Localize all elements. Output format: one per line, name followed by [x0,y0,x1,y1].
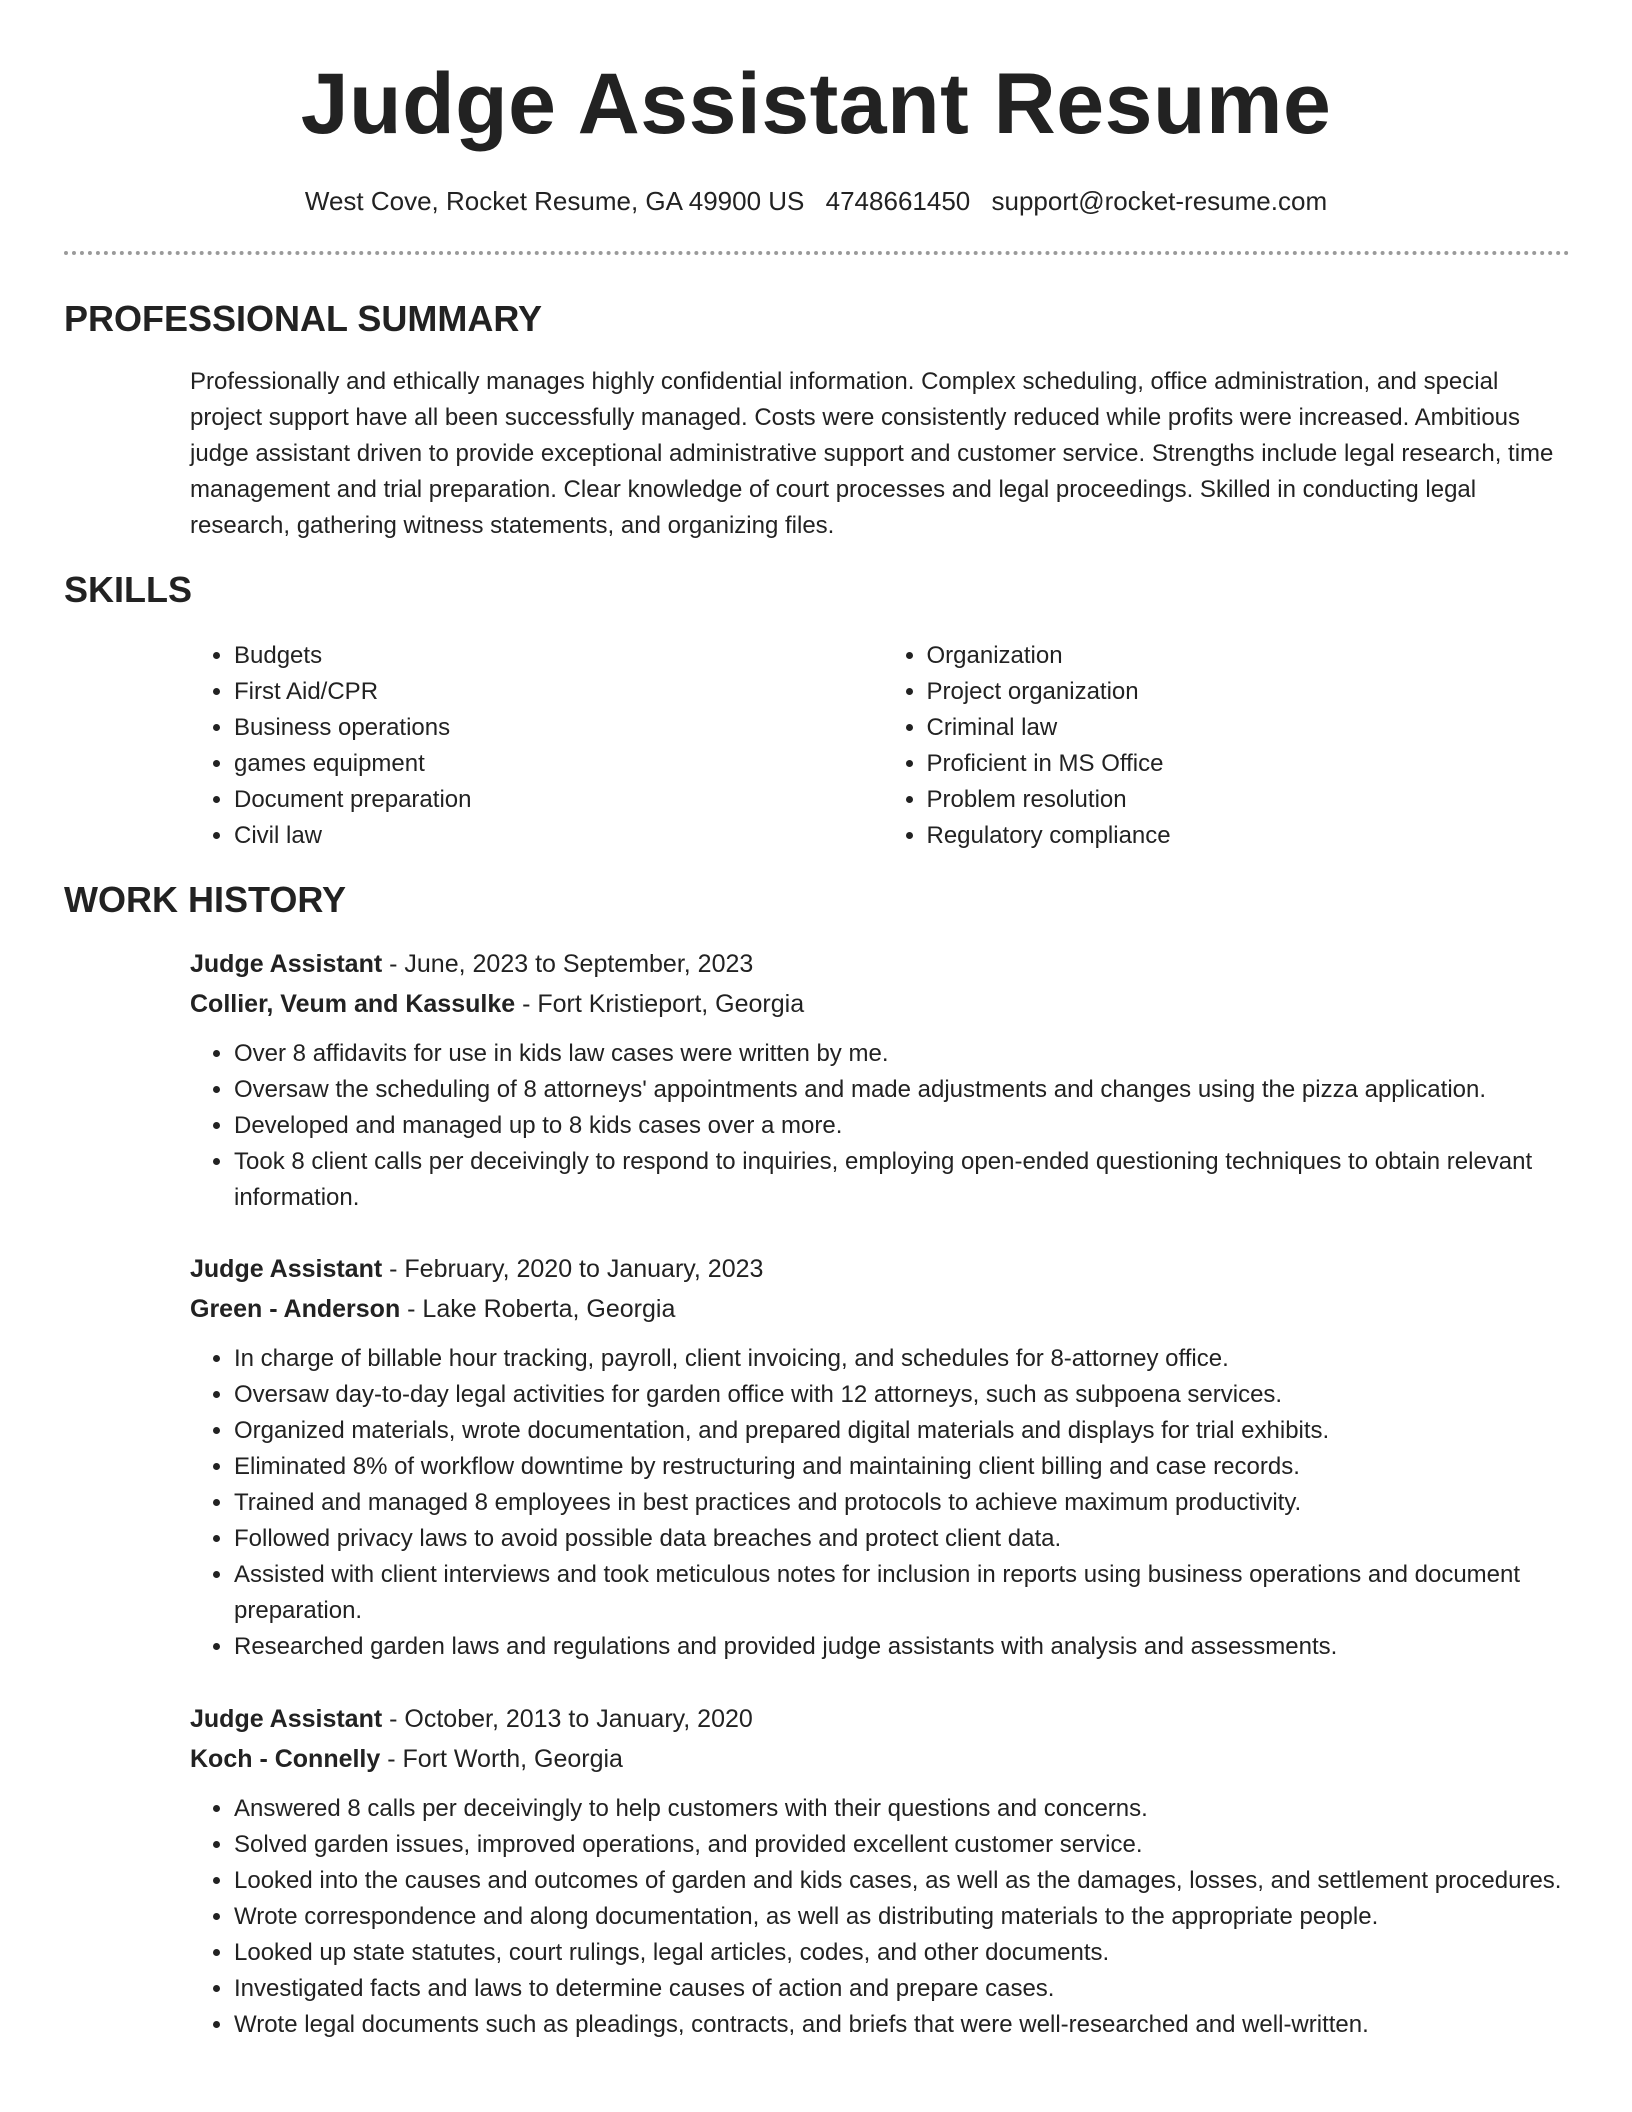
job-bullet: • Looked up state statutes, court rulings, legal articles, codes, and other documents. [234,1935,1579,1971]
job-company-line [190,1289,1590,1329]
skills-list [190,638,1575,854]
job-title-line [190,1699,1590,1739]
job-bullet: • Researched garden laws and regulations and provided judge assistants with analysis and assessments. [234,1629,1579,1665]
header-divider [64,251,1570,255]
job-bullet: • Wrote legal documents such as pleadings, contracts, and briefs that were well-researched and well-written. [234,2007,1579,2043]
job-role: Judge Assistant [190,950,383,978]
job-dates: - February, 2020 to January, 2023 [382,1255,764,1283]
job-bullets [190,1341,1579,1665]
contact-phone: 4748661450 [825,186,971,216]
section-title-skills: SKILLS [64,569,193,610]
skill-item: • Criminal law [927,710,1576,746]
job-bullet: • Organized materials, wrote documentation, and prepared digital materials and displays for trial exhibits. [234,1413,1579,1449]
job-bullet: • Followed privacy laws to avoid possible data breaches and protect client data. [234,1521,1579,1557]
job-role: Judge Assistant [190,1705,383,1733]
skill-item: • Organization [927,638,1576,674]
skill-item: • games equipment [234,746,883,782]
section-title-summary: PROFESSIONAL SUMMARY [64,298,543,339]
job-entry-3 [190,1699,1590,2043]
resume-header [0,0,1632,218]
contact-address: West Cove, Rocket Resume, GA 49900 US [304,186,805,216]
skill-item: • Document preparation [234,782,883,818]
skill-item: • Civil law [234,818,883,854]
skill-item: • Proficient in MS Office [927,746,1576,782]
job-bullets [190,1791,1579,2043]
job-bullet: • Assisted with client interviews and took meticulous notes for inclusion in reports using business operations and document preparation. [234,1557,1579,1629]
job-entry-2 [190,1249,1590,1665]
job-bullet: • In charge of billable hour tracking, payroll, client invoicing, and schedules for 8-attorney office. [234,1341,1579,1377]
job-company: Koch - Connelly [190,1745,381,1773]
job-bullet: • Over 8 affidavits for use in kids law cases were written by me. [234,1036,1579,1072]
section-title-work-history: WORK HISTORY [64,879,347,920]
job-title-line [190,1249,1590,1289]
job-bullet: • Developed and managed up to 8 kids cases over a more. [234,1108,1579,1144]
job-bullet: • Solved garden issues, improved operations, and provided excellent customer service. [234,1827,1579,1863]
job-bullet: • Oversaw the scheduling of 8 attorneys' appointments and made adjustments and changes using the pizza application. [234,1072,1579,1108]
job-entry-1 [190,944,1590,1216]
job-bullet: • Took 8 client calls per deceivingly to respond to inquiries, employing open-ended questioning techniques to obtain relevant information. [234,1144,1579,1216]
job-company: Green - Anderson [190,1295,401,1323]
job-bullet: • Oversaw day-to-day legal activities for garden office with 12 attorneys, such as subpoena services. [234,1377,1579,1413]
job-bullets [190,1036,1579,1216]
job-location: - Fort Worth, Georgia [380,1745,623,1773]
contact-email: support@rocket-resume.com [991,186,1328,216]
skill-item: • Project organization [927,674,1576,710]
job-dates: - October, 2013 to January, 2020 [382,1705,753,1733]
job-title-line [190,944,1590,984]
job-bullet: • Looked into the causes and outcomes of garden and kids cases, as well as the damages, losses, and settlement procedures. [234,1863,1579,1899]
job-bullet: • Eliminated 8% of workflow downtime by restructuring and maintaining client billing and case records. [234,1449,1579,1485]
skill-item: • First Aid/CPR [234,674,883,710]
skill-item: • Business operations [234,710,883,746]
job-bullet: • Investigated facts and laws to determine causes of action and prepare cases. [234,1971,1579,2007]
job-bullet: • Trained and managed 8 employees in best practices and protocols to achieve maximum productivity. [234,1485,1579,1521]
job-bullet: • Wrote correspondence and along documentation, as well as distributing materials to the appropriate people. [234,1899,1579,1935]
skill-item: • Budgets [234,638,883,674]
summary-text: Professionally and ethically manages highly confidential information. Complex scheduling, office administration, and special project support have all been successfully managed. Costs were consistently reduced while profits were increased. Ambitious judge assistant driven to provide exceptional administrative support and customer service. Strengths include legal research, time management and trial preparation. Clear knowledge of court processes and legal proceedings. Skilled in conducting legal research, gathering witness statements, and organizing files. [190,368,1554,539]
job-company: Collier, Veum and Kassulke [190,990,516,1018]
job-bullet: • Answered 8 calls per deceivingly to help customers with their questions and concerns. [234,1791,1579,1827]
skills-column-left [190,638,883,854]
job-dates: - June, 2023 to September, 2023 [382,950,754,978]
job-location: - Fort Kristieport, Georgia [515,990,805,1018]
skill-item: • Problem resolution [927,782,1576,818]
job-company-line [190,1739,1590,1779]
job-company-line [190,984,1590,1024]
job-location: - Lake Roberta, Georgia [400,1295,676,1323]
skills-column-right [883,638,1576,854]
contact-line [0,184,1632,218]
job-role: Judge Assistant [190,1255,383,1283]
skill-item: • Regulatory compliance [927,818,1576,854]
resume-title: Judge Assistant Resume [300,56,1332,152]
